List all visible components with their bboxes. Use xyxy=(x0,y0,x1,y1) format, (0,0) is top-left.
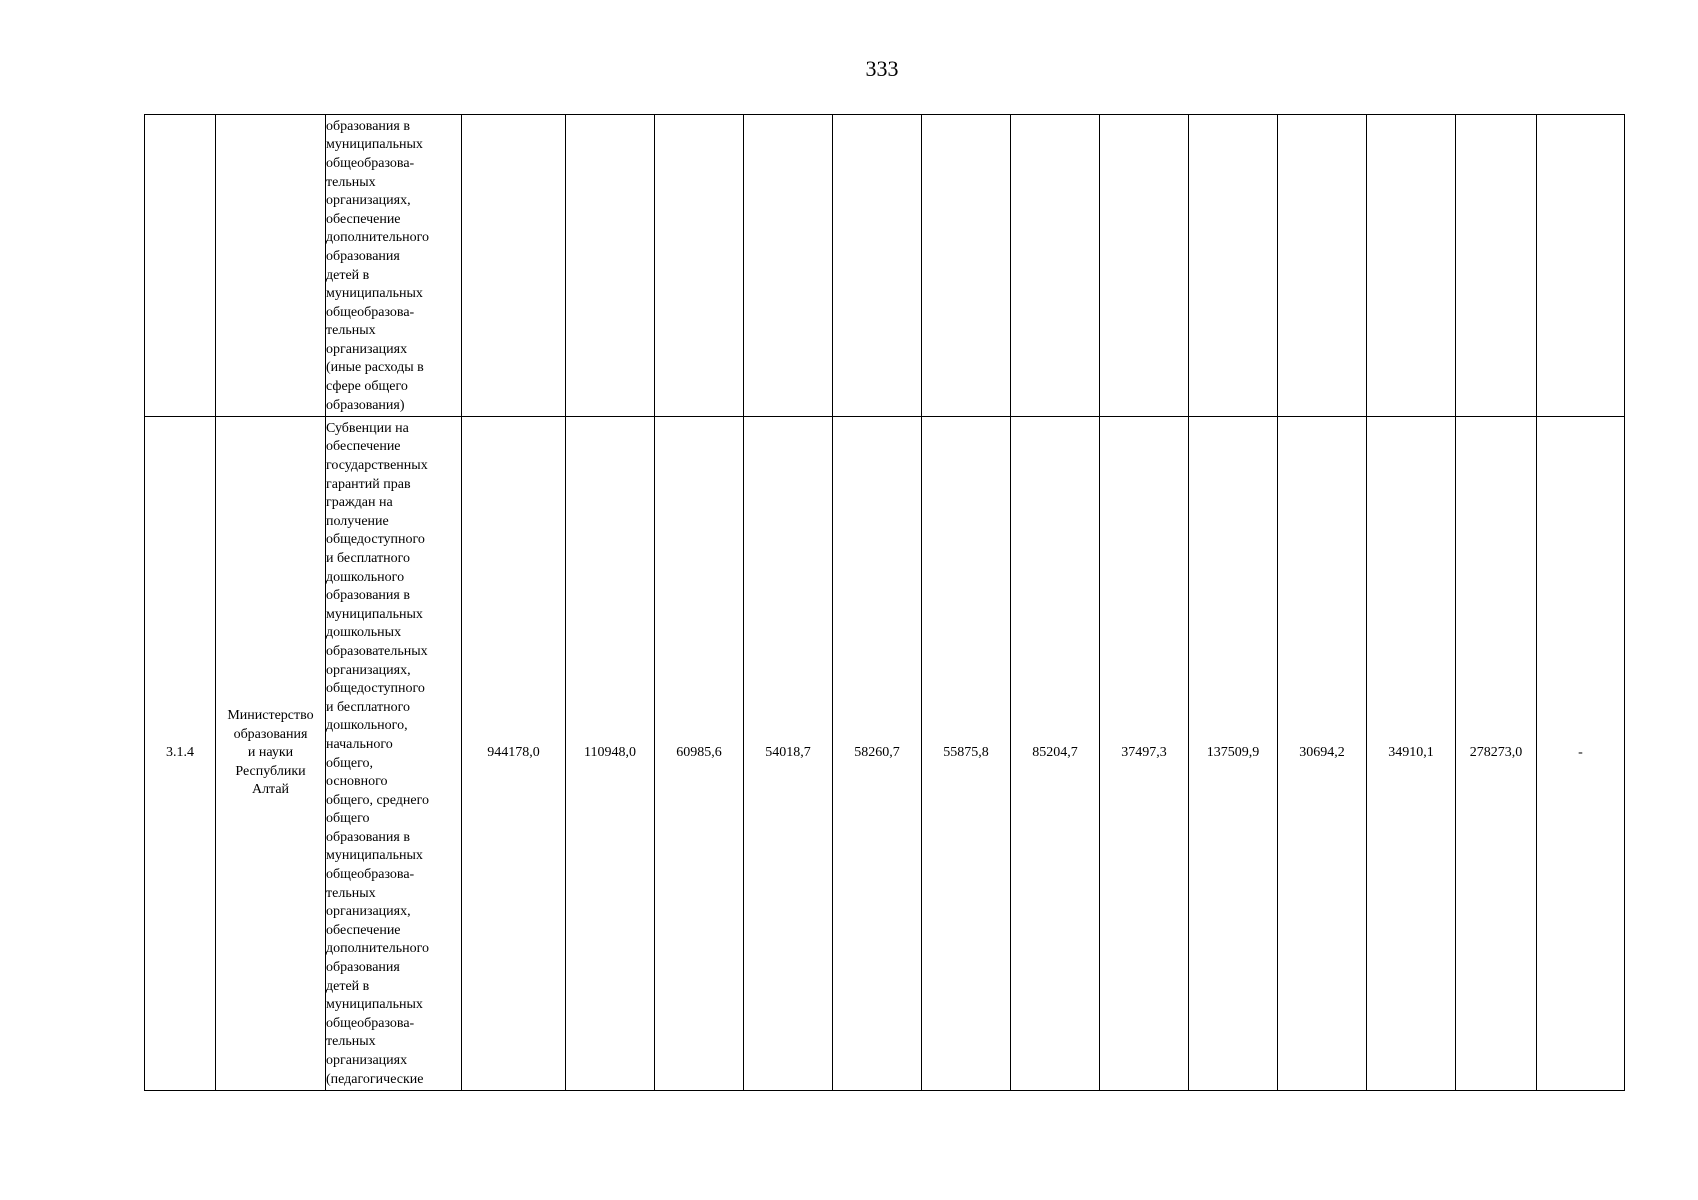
description-line: организациях xyxy=(326,1053,408,1068)
description-line: общедоступного xyxy=(326,681,425,697)
description-line: муниципальных xyxy=(326,848,423,864)
description-line: организациях xyxy=(326,341,408,357)
value-cell: 944178,0 xyxy=(462,417,566,1091)
description-line: и бесплатного xyxy=(326,699,411,715)
value-cell xyxy=(655,115,744,417)
value-cell: 60985,6 xyxy=(655,417,744,1091)
description-line: тельных xyxy=(326,885,376,901)
description-line: образования xyxy=(326,960,400,976)
value-cell xyxy=(744,115,833,417)
page-number: 333 xyxy=(865,56,899,81)
value-cell xyxy=(922,115,1011,417)
description-line: общеобразова- xyxy=(326,867,415,883)
description-line: дошкольных xyxy=(326,625,402,641)
value-cell: 58260,7 xyxy=(833,417,922,1091)
value-cell xyxy=(1100,115,1189,417)
value-cell: 37497,3 xyxy=(1100,417,1189,1091)
description-line: обеспечение xyxy=(326,439,401,455)
description-line: образовательных xyxy=(326,643,428,659)
description-line: (педагогические xyxy=(326,1071,424,1087)
description-line: Субвенции на xyxy=(326,420,409,436)
description-line: детей в xyxy=(326,267,370,283)
value-cell xyxy=(566,115,655,417)
value-cell: - xyxy=(1537,417,1625,1091)
organization-line: Министерство xyxy=(227,708,314,724)
description-line: тельных xyxy=(326,1034,376,1050)
table-row xyxy=(145,115,1625,417)
description-line: тельных xyxy=(326,174,376,190)
value-cell xyxy=(1011,115,1100,417)
value-cell: 34910,1 xyxy=(1367,417,1456,1091)
description-line: муниципальных xyxy=(326,997,423,1013)
value-cell: 110948,0 xyxy=(566,417,655,1091)
description-line: образования в xyxy=(326,588,410,604)
description-line: сфере общего xyxy=(326,379,408,395)
description-line: гарантий прав xyxy=(326,476,411,492)
row-code-cell xyxy=(145,115,216,417)
description-line: образования xyxy=(326,248,400,264)
row-organization-cell xyxy=(216,115,326,417)
organization-line: Алтай xyxy=(251,782,290,798)
table-row xyxy=(145,417,1625,1091)
value-cell xyxy=(1456,115,1537,417)
description-line: организациях, xyxy=(326,904,411,920)
value-cell xyxy=(1367,115,1456,417)
description-line: государственных xyxy=(326,458,428,473)
description-line: общеобразова- xyxy=(326,155,415,171)
value-cell xyxy=(1537,115,1625,417)
description-line: общего xyxy=(326,811,370,827)
value-cell xyxy=(1278,115,1367,417)
description-line: образования в xyxy=(326,118,410,134)
description-line: начального xyxy=(326,736,393,752)
description-line: образования) xyxy=(326,397,405,413)
value-cell: 30694,2 xyxy=(1278,417,1367,1091)
value-cell: 55875,8 xyxy=(922,417,1011,1091)
value-cell: 85204,7 xyxy=(1011,417,1100,1091)
description-line: тельных xyxy=(326,323,376,339)
description-line: образования в xyxy=(326,829,410,845)
description-line: обеспечение xyxy=(326,922,401,938)
organization-line: и науки xyxy=(247,745,294,761)
description-line: дошкольного xyxy=(326,569,405,585)
description-line: общеобразова- xyxy=(326,304,415,320)
value-cell xyxy=(462,115,566,417)
value-cell xyxy=(833,115,922,417)
description-line: общедоступного xyxy=(326,532,425,548)
description-line: общего, xyxy=(326,755,374,771)
row-description-cell xyxy=(326,417,462,1091)
description-line: граждан на xyxy=(326,495,393,511)
budget-table xyxy=(144,114,1625,1091)
description-line: муниципальных xyxy=(326,606,423,622)
description-line: и бесплатного xyxy=(326,550,411,566)
description-line: дополнительного xyxy=(326,941,429,957)
value-cell: 137509,9 xyxy=(1189,417,1278,1091)
description-line: организациях, xyxy=(326,193,411,209)
description-line: (иные расходы в xyxy=(326,360,424,376)
description-line: муниципальных xyxy=(326,286,423,302)
row-description-cell xyxy=(326,115,462,417)
row-code-cell: 3.1.4 xyxy=(145,417,216,1091)
description-line: основного xyxy=(326,774,388,790)
description-line: организациях, xyxy=(326,662,411,678)
value-cell: 54018,7 xyxy=(744,417,833,1091)
description-line: получение xyxy=(326,513,389,529)
description-line: муниципальных xyxy=(326,137,423,153)
description-line: дополнительного xyxy=(326,230,429,246)
organization-line: Республики xyxy=(235,763,306,779)
description-line: обеспечение xyxy=(326,211,401,227)
value-cell: 278273,0 xyxy=(1456,417,1537,1091)
description-line: дошкольного, xyxy=(326,718,408,734)
description-line: детей в xyxy=(326,978,370,994)
organization-line: образования xyxy=(233,726,308,742)
description-line: общеобразова- xyxy=(326,1015,415,1031)
value-cell xyxy=(1189,115,1278,417)
description-line: общего, среднего xyxy=(326,792,429,808)
row-organization-cell xyxy=(216,417,326,1091)
